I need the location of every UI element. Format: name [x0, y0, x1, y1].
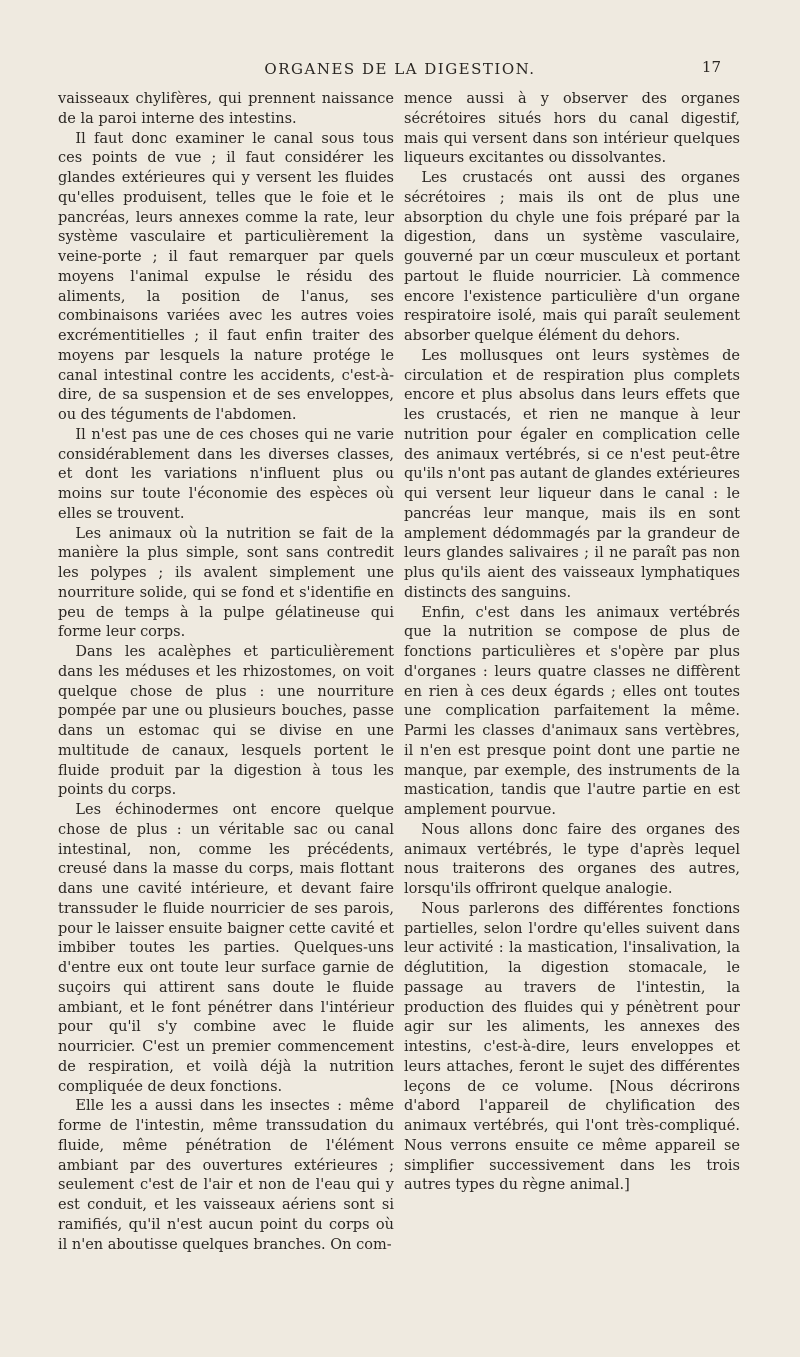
paragraph: Nous allons donc faire des organes des animaux vertébrés, le type d'après lequel nous traiterons des organes des autres, lorsqu'ils offriront quelque analogie.: [404, 821, 740, 897]
paragraph: vaisseaux chylifères, qui prennent naissance de la paroi interne des intestins.: [58, 91, 394, 127]
paragraph: Il faut donc examiner le canal sous tous ces points de vue ; il faut considérer les glandes extérieures qui y versent les fluides qu'elles produisent, telles que le foie et le pancréas, leurs annexes comme la rate, leur système vasculaire et particulièrement la veine-porte ; il faut remarquer par quels moyens l'animal expulse le résidu des aliments, la position de l'anus, ses combinaisons variées avec les autres voies excrémentitielles ; il faut enfin traiter des moyens par lesquels la nature protége le canal intestinal contre les accidents, c'est-à-dire, de sa suspension et de ses enveloppes, ou des téguments de l'abdomen.: [58, 130, 394, 423]
paragraph: mence aussi à y observer des organes sécrétoires situés hors du canal digestif, mais qui versent dans son intérieur quelques liqueurs excitantes ou dissolvantes.: [404, 91, 740, 167]
left-column: [58, 90, 394, 1255]
page-number: 17: [701, 58, 721, 76]
paragraph: Il n'est pas une de ces choses qui ne varie considérablement dans les diverses classes, et dont les variations n'influent plus ou moins sur toute l'économie des espèces où elles se trouvent.: [58, 426, 394, 522]
paragraph: Les crustacés ont aussi des organes sécrétoires ; mais ils ont de plus une absorption du chyle une fois préparé par la digestion, dans un système vasculaire, gouverné par un cœur musculeux et portant partout le fluide nourricier. Là commence encore l'existence particulière d'un organe respiratoire isolé, mais qui paraît seulement absorber quelque élément du dehors.: [404, 170, 740, 344]
running-title: ORGANES DE LA DIGESTION.: [264, 60, 536, 78]
paragraph: Les échinodermes ont encore quelque chose de plus : un véritable sac ou canal intestinal, non, comme les précédents, creusé dans la masse du corps, mais flottant dans une cavité intérieure, et devant faire transsuder le fluide nourricier de ses parois, pour le laisser ensuite baigner cette cavité et imbiber toutes les parties. Quelques-uns d'entre eux ont toute leur surface garnie de suçoirs qui attirent sans doute le fluide ambiant, et le font pénétrer dans l'intérieur pour qu'il s'y combine avec le fluide nourricier. C'est un premier commencement de respiration, et voilà déjà la nutrition compliquée de deux fonctions.: [58, 802, 394, 1095]
paragraph: Enfin, c'est dans les animaux vertébrés que la nutrition se compose de plus de fonctions particulières et s'opère par plus d'organes : leurs quatre classes ne diffèrent en rien à ces deux égards ; elles ont toutes une complication parfaitement la même. Parmi les classes d'animaux sans vertèbres, il n'en est presque point dont une partie ne manque, par exemple, des instruments de la mastication, tandis que l'autre partie en est amplement pourvue.: [404, 604, 740, 818]
page-header: [0, 60, 800, 90]
paragraph: Dans les acalèphes et particulièrement dans les méduses et les rhizostomes, on voit quelque chose de plus : une nourriture pompée par une ou plusieurs bouches, passe dans un estomac qui se divise en une multitude de canaux, lesquels portent le fluide produit par la digestion à tous les points du corps.: [58, 644, 394, 799]
paragraph: Les animaux où la nutrition se fait de la manière la plus simple, sont sans contredit les polypes ; ils avalent simplement une nourriture solide, qui se fond et s'identifie en peu de temps à la pulpe gélatineuse qui forme leur corps.: [58, 525, 394, 641]
right-column: [404, 90, 740, 1196]
paragraph: Nous parlerons des différentes fonctions partielles, selon l'ordre qu'elles suivent dans leur activité : la mastication, l'insalivation, la déglutition, la digestion stomacale, le passage au travers de l'intestin, la production des fluides qui y pénètrent pour agir sur les aliments, les annexes des intestins, c'est-à-dire, leurs enveloppes et leurs attaches, feront le sujet des différentes leçons de ce volume. [Nous décrirons d'abord l'appareil de chylification des animaux vertébrés, qui l'ont très-compliqué. Nous verrons ensuite ce même appareil se simplifier successivement dans les trois autres types du règne animal.]: [404, 900, 740, 1194]
paragraph: Elle les a aussi dans les insectes : même forme de l'intestin, même transsudation du fluide, même pénétration de l'élément ambiant par des ouvertures extérieures ; seulement c'est de l'air et non de l'eau qui y est conduit, et les vaisseaux aériens sont si ramifiés, qu'il n'est aucun point du corps où il n'en aboutisse quelques branches. On com-: [58, 1098, 394, 1253]
paragraph: Les mollusques ont leurs systèmes de circulation et de respiration plus complets encore et plus absolus dans leurs effets que les crustacés, et rien ne manque à leur nutrition pour égaler en complication celle des animaux vertébrés, si ce n'est peut-être qu'ils n'ont pas autant de glandes extérieures qui versent leur liqueur dans le canal : le pancréas leur manque, mais ils en sont amplement dédommagés par la grandeur de leurs glandes salivaires ; il ne paraît pas non plus qu'ils aient des vaisseaux lymphatiques distincts des sanguins.: [404, 347, 740, 601]
